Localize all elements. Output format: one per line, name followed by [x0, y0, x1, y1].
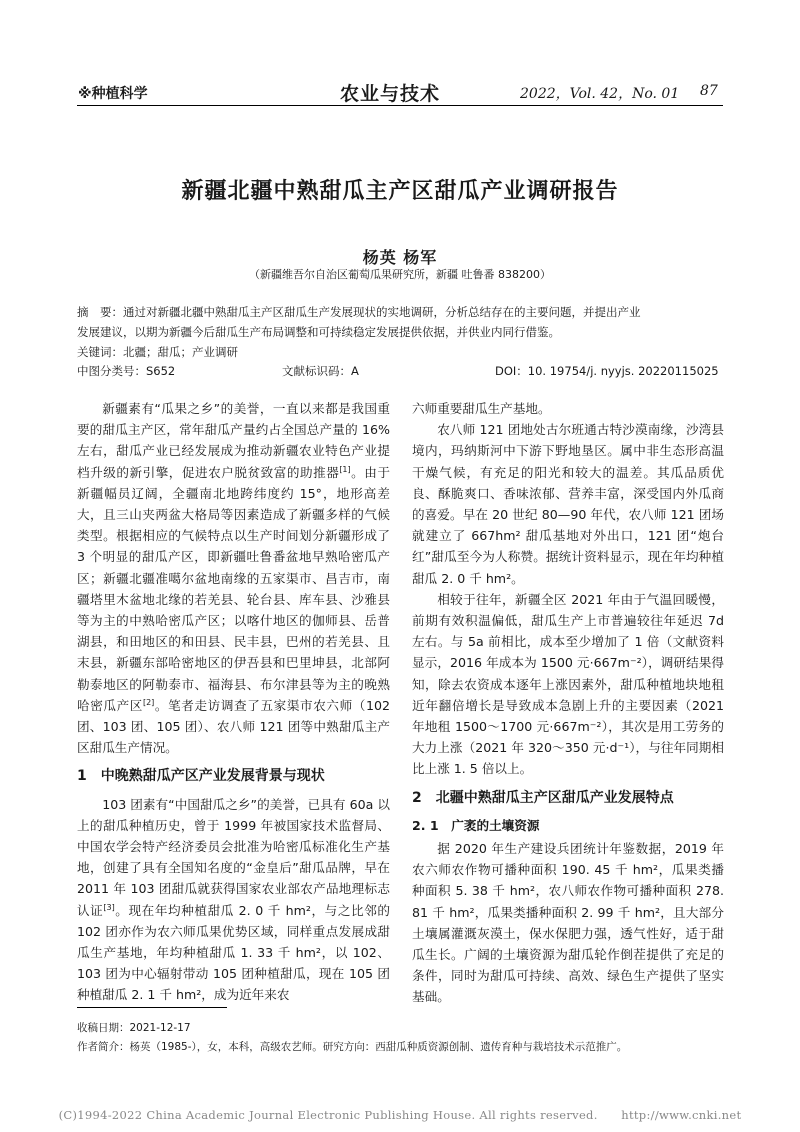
authors: 杨英 杨军	[362, 248, 438, 267]
section-heading-1: 1 中晚熟甜瓜产区产业发展背景与现状	[77, 768, 325, 785]
left-column	[77, 398, 390, 1006]
abstract-line-2: 发展建议，以期为新疆今后甜瓜生产布局调整和可持续稳定发展提供依据，并供业内同行借鉴。	[77, 325, 560, 339]
clc-number: 中图分类号：S652	[77, 364, 176, 378]
paragraph-soil: 据 2020 年生产建设兵团统计年鉴数据，2019 年农六师农作物可播种面积 190. 45 千 hm²，瓜果类播种面积 5. 38 千 hm²，农八师农作物可播种面积 278. 81 千 hm²，瓜果类播种面积 2. 99 千 hm²，且大部分土壤属灌溉灰漠土，保水保肥力强，透气性好，适于甜瓜生长。广阔的土壤资源为甜瓜轮作倒茬提供了充足的条件，同时为甜瓜可持续、高效、绿色生产提供了坚实基础。	[412, 841, 724, 1005]
section-label: ※种植科学	[78, 86, 148, 102]
paragraph-121-regiment: 农八师 121 团地处古尔班通古特沙漠南缘，沙湾县境内，玛纳斯河中下游下野地垦区。属中非生态形高温干燥气候，有充足的阳光和较大的温差。其瓜品质优良、酥脆爽口、香味浓郁、营养丰富，深受国内外瓜商的喜爱。早在 20 世纪 80—90 年代，农八师 121 团场就建立了 667hm² 甜瓜基地对外出口，121 团“炮台红”甜瓜至今为人称赞。据统计资料显示，现在年均种植甜瓜 2. 0 千 hm²。	[412, 422, 724, 586]
journal-name: 农业与技术	[340, 83, 441, 105]
continued-paragraph: 六师重要甜瓜生产基地。	[412, 401, 551, 416]
paper-title: 新疆北疆中熟甜瓜主产区甜瓜产业调研报告	[181, 179, 619, 204]
header-rule	[77, 105, 723, 106]
abstract-line-1: 摘 要：通过对新疆北疆中熟甜瓜主产区甜瓜生产发展现状的实地调研，分析总结存在的主要问题，并提出产业	[77, 305, 641, 319]
classification-row	[77, 362, 723, 381]
keywords: 关键词：北疆；甜瓜；产业调研	[77, 345, 238, 359]
intro-paragraph: 新疆素有“瓜果之乡”的美誉，一直以来都是我国重要的甜瓜主产区，常年甜瓜产量约占全国总产量的 16%左右，甜瓜产业已经发展成为推动新疆农业特色产业提档升级的新引擎，促进农户脱贫致富的助推器[1]。由于新疆幅员辽阔，全疆南北地跨纬度约 15°，地形高差大，且三山夹两盆大格局等因素造成了新疆多样的气候类型。根据相应的气候特点以生产时间划分新疆形成了 3 个明显的甜瓜产区，即新疆吐鲁番盆地早熟哈密瓜产区；新疆北疆准噶尔盆地南缘的五家渠市、昌吉市，南疆塔里木盆地北缘的若羌县、轮台县、库车县、沙雅县等为主的中熟哈密瓜产区；以喀什地区的伽师县、岳普湖县，和田地区的和田县、民丰县，巴州的若羌县、且末县，新疆东部哈密地区的伊吾县和巴里坤县，北部阿勒泰地区的阿勒泰市、福海县、布尔津县等为主的晚熟哈密瓜产区[2]。笔者走访调查了五家渠市农六师（102 团、103 团、105 团）、农八师 121 团等中熟甜瓜主产区甜瓜生产情况。	[77, 401, 391, 756]
footnote-rule	[77, 1007, 227, 1008]
affiliation: （新疆维吾尔自治区葡萄瓜果研究所，新疆 吐鲁番 838200）	[249, 268, 551, 281]
paragraph-costs: 相较于往年，新疆全区 2021 年由于气温回暖慢，前期有效积温偏低，甜瓜生产上市普遍较往年延迟 7d 左右。与 5a 前相比，成本至少增加了 1 倍（文献资料显示，2016 年成本为 1500 元·667m⁻²），调研结果得知，除去农资成本逐年上涨因素外，甜瓜种植地块地租近年翻倍增长是导致成本急剧上升的主要因素（2021 年地租 1500～1700 元·667m⁻²），其次是用工劳务的大力上涨（2021 年 320～350 元·d⁻¹），与往年同期相比上涨 1. 5 倍以上。	[412, 591, 724, 777]
right-column	[412, 398, 724, 1008]
section-heading-2: 2 北疆中熟甜瓜主产区甜瓜产业发展特点	[412, 789, 674, 806]
page-number: 87	[700, 83, 718, 99]
ref-2: [2]	[142, 697, 155, 707]
document-code: 文献标识码：A	[282, 364, 359, 378]
paragraph-103-regiment: 103 团素有“中国甜瓜之乡”的美誉，已具有 60a 以上的甜瓜种植历史，曾于 1999 年被国家技术监督局、中国农学会特产经济委员会批准为哈密瓜标准化生产基地，创建了具有全国知名度的“金皇后”甜瓜品牌，早在 2011 年 103 团甜瓜就获得国家农业部农产品地理标志认证[3]。现在年均种植甜瓜 2. 0 千 hm²，与之比邻的 102 团亦作为农六师瓜果优势区域，同样重点发展成甜瓜生产基地，年均种植甜瓜 1. 33 千 hm²，以 102、103 团为中心辐射带动 105 团种植甜瓜，现在 105 团种植甜瓜 2. 1 千 hm²，成为近年来农	[77, 796, 390, 1003]
ref-1: [1]	[339, 464, 351, 474]
author-info: 作者简介：杨英（1985-），女，本科，高级农艺师。研究方向：西甜瓜种质资源创制、遗传育种与栽培技术示范推广。	[77, 1041, 628, 1053]
subsection-heading-2-1: 2. 1 广袤的土壤资源	[412, 817, 540, 833]
received-date: 收稿日期：2021-12-17	[77, 1022, 191, 1034]
copyright-notice: (C)1994-2022 China Academic Journal Electronic Publishing House. All rights reserved. http://www.cnki.net	[58, 1108, 742, 1122]
ref-3: [3]	[103, 902, 115, 912]
doi: DOI：10. 19754/j. nyyjs. 20220115025	[495, 364, 719, 378]
issue-info: 2022，Vol. 42，No. 01	[520, 86, 680, 102]
